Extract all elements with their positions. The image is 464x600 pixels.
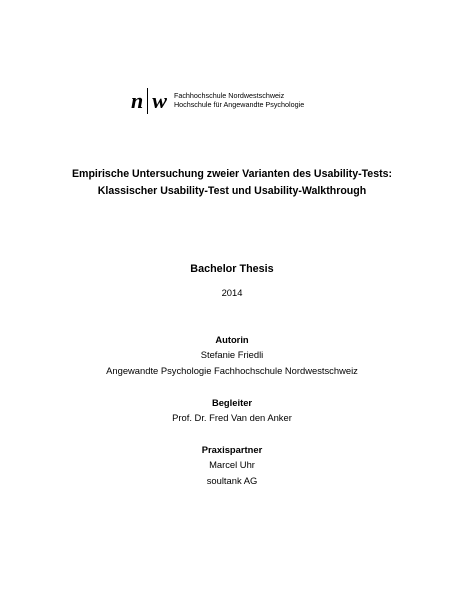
partner-section [0,443,464,489]
partner-company: soultank AG [206,475,258,486]
thesis-type: Bachelor Thesis [190,263,274,275]
author-label: Autorin [215,334,249,345]
author-name: Stefanie Friedli [200,349,264,360]
supervisor-section [0,396,464,426]
university-logo [131,89,304,113]
partner-name: Marcel Uhr [209,459,255,470]
title-line-2: Klassischer Usability-Test und Usability-Walkthrough [97,185,367,197]
thesis-year: 2014 [221,287,243,298]
title-line-1: Empirische Untersuchung zweier Varianten des Usability-Tests: [71,168,393,180]
partner-label: Praxispartner [201,444,263,455]
logo-divider [147,88,148,114]
supervisor-name: Prof. Dr. Fred Van den Anker [172,412,292,423]
thesis-title [0,166,464,200]
logo-letter-n: n [131,88,144,113]
logo-text [174,92,304,109]
supervisor-label: Begleiter [211,397,253,408]
author-section [0,333,464,379]
logo-institution: Fachhochschule Nordwestschweiz [173,91,285,101]
author-affiliation: Angewandte Psychologie Fachhochschule Nordwestschweiz [106,365,358,376]
logo-school: Hochschule für Angewandte Psychologie [173,100,305,109]
fhnw-logo-mark [131,88,167,114]
logo-letter-w: w [152,88,167,113]
